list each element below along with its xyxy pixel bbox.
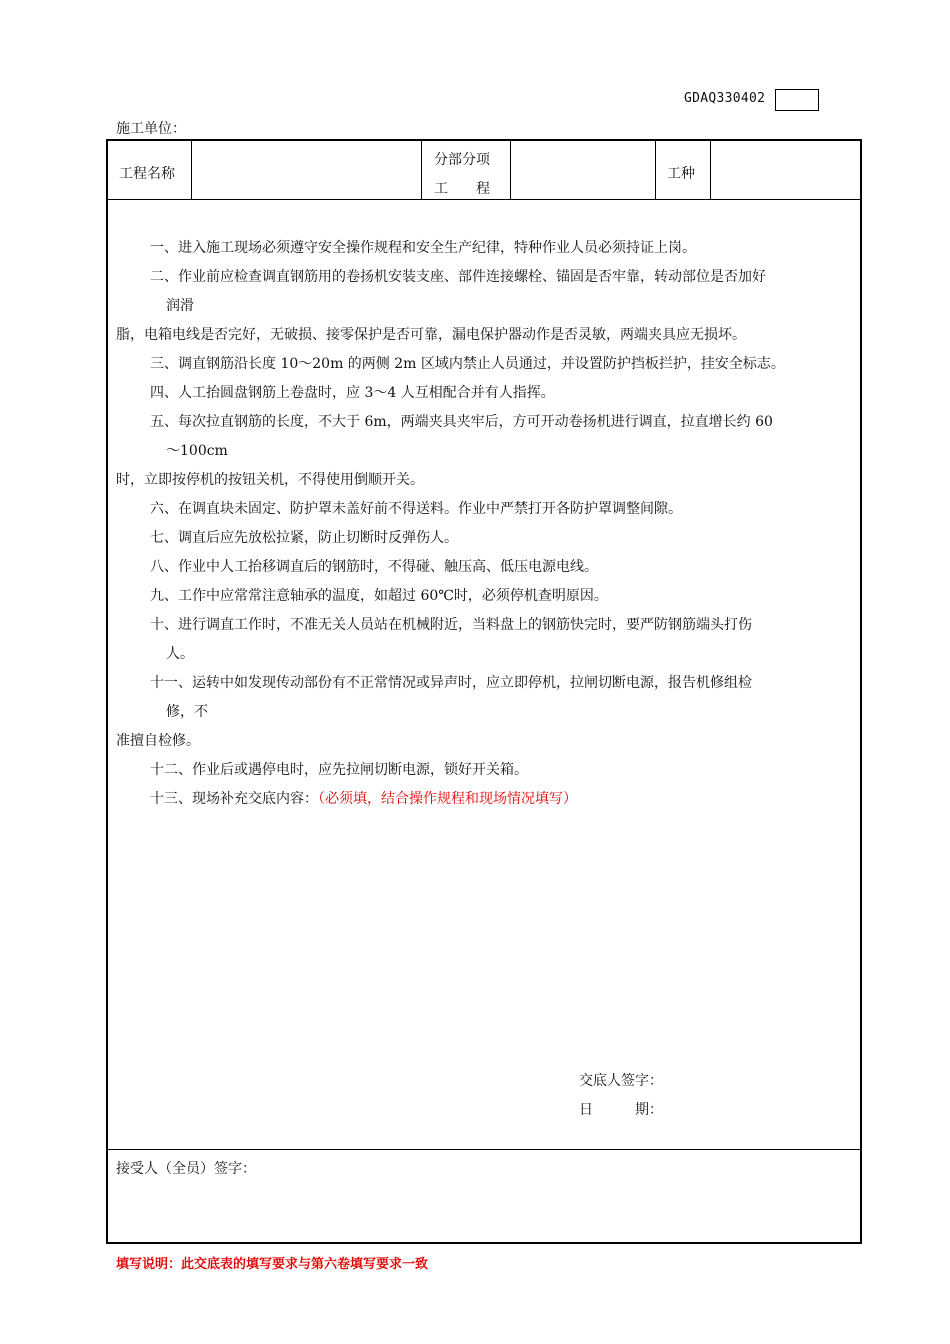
instruction-line: 十一、运转中如发现传动部份有不正常情况或异声时，应立即停机，拉闸切断电源，报告机修组检 — [150, 675, 752, 691]
project-name-label: 工程名称 — [119, 166, 175, 182]
construction-unit-label: 施工单位： — [116, 121, 186, 137]
fill-instructions-note: 填写说明：此交底表的填写要求与第六卷填写要求一致 — [116, 1257, 429, 1272]
instruction-line: 脂，电箱电线是否完好，无破损、接零保护是否可靠，漏电保护器动作是否灵敏，两端夹具应无损坏。 — [116, 327, 746, 343]
instruction-line: 五、每次拉直钢筋的长度，不大于 6m，两端夹具夹牢后，方可开动卷扬机进行调直，拉直增长约 60 — [150, 414, 773, 430]
discloser-signature-label: 交底人签字： — [579, 1073, 663, 1089]
divider — [108, 1149, 860, 1150]
instruction-line: 六、在调直块未固定、防护罩未盖好前不得送料。作业中严禁打开各防护罩调整间隙。 — [150, 501, 682, 517]
instruction-line-13 — [116, 785, 854, 814]
project-name-field[interactable] — [198, 147, 414, 193]
instruction-line: 七、调直后应先放松拉紧，防止切断时反弹伤人。 — [150, 530, 458, 546]
sub-project-field[interactable] — [517, 147, 649, 193]
instruction-line: 二、作业前应检查调直钢筋用的卷扬机安装支座、部件连接螺栓、锚固是否牢靠，转动部位是否加好 — [150, 269, 766, 285]
instruction-line: 九、工作中应常常注意轴承的温度，如超过 60℃时，必须停机查明原因。 — [150, 588, 608, 604]
instruction-line: 一、进入施工现场必须遵守安全操作规程和安全生产纪律，特种作业人员必须持证上岗。 — [150, 240, 696, 256]
disclosure-form — [106, 139, 862, 1244]
divider — [710, 141, 711, 199]
instruction-line: 四、人工抬圆盘钢筋上卷盘时，应 3～4 人互相配合并有人指挥。 — [150, 385, 555, 401]
form-number-box[interactable] — [775, 89, 819, 111]
item13-label: 十三、现场补充交底内容： — [150, 791, 318, 807]
sub-project-label-line1: 分部分项 — [434, 152, 490, 168]
work-type-label: 工种 — [667, 166, 695, 182]
receiver-signature-label: 接受人（全员）签字： — [116, 1161, 256, 1177]
safety-instructions — [116, 234, 854, 814]
item13-required-note: （必须填，结合操作规程和现场情况填写） — [318, 791, 577, 807]
divider — [191, 141, 192, 199]
receiver-signature-field[interactable] — [116, 1186, 852, 1236]
instruction-line: 十二、作业后或遇停电时，应先拉闸切断电源，锁好开关箱。 — [150, 762, 528, 778]
instruction-line: 修，不 — [166, 704, 208, 720]
divider — [510, 141, 511, 199]
sub-project-label-line2: 工 程 — [434, 181, 490, 197]
instruction-line: 准擅自检修。 — [116, 733, 200, 749]
work-type-field[interactable] — [717, 147, 855, 193]
divider — [421, 141, 422, 199]
instruction-line: 时，立即按停机的按钮关机，不得使用倒顺开关。 — [116, 472, 424, 488]
instruction-line: 三、调直钢筋沿长度 10～20m 的两侧 2m 区域内禁止人员通过，并设置防护挡板拦护，挂安全标志。 — [150, 356, 785, 372]
divider — [655, 141, 656, 199]
date-label: 日 期： — [579, 1102, 663, 1118]
instruction-line: 十、进行调直工作时，不准无关人员站在机械附近，当料盘上的钢筋快完时，要严防钢筋端头打伤 — [150, 617, 752, 633]
instruction-line: ～100cm — [166, 443, 228, 459]
divider — [108, 199, 860, 200]
instruction-line: 人。 — [166, 646, 194, 662]
instruction-line: 八、作业中人工抬移调直后的钢筋时，不得碰、触压高、低压电源电线。 — [150, 559, 598, 575]
form-code: GDAQ330402 — [684, 91, 766, 106]
instruction-line: 润滑 — [166, 298, 194, 314]
